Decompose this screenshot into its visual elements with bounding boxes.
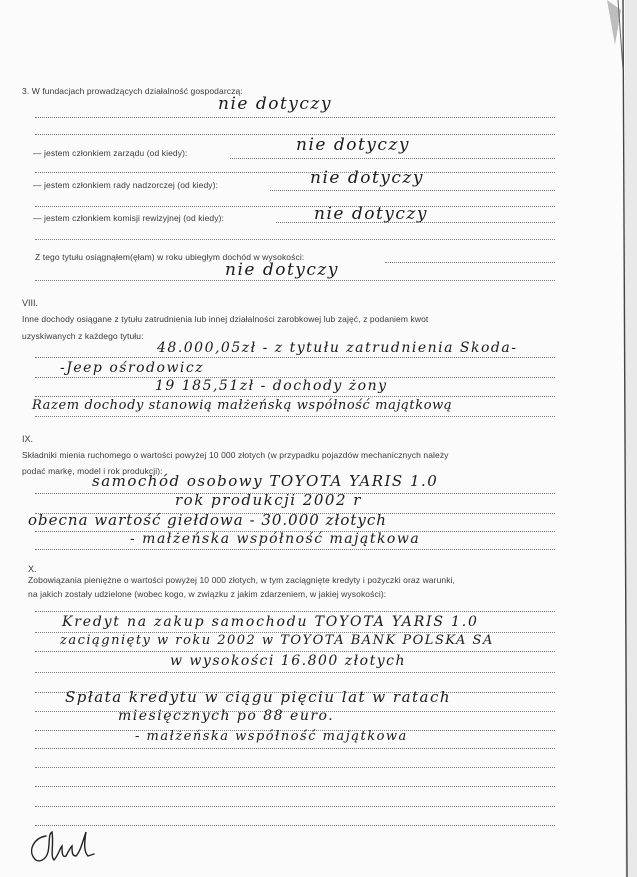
dotted-line — [35, 280, 555, 281]
section9-hw-line4: - małżeńska współność majątkowa — [130, 531, 421, 547]
section9-hw-line2: rok produkcji 2002 r — [175, 491, 362, 509]
row-komisja-label: — jestem członkiem komisji rewizyjnej (od kiedy): — [33, 213, 225, 223]
dotted-line — [35, 786, 555, 787]
dotted-line — [35, 806, 555, 807]
dotted-line — [35, 767, 555, 768]
section3-income-answer: nie dotyczy — [225, 260, 339, 280]
section3-answer: nie dotyczy — [218, 94, 332, 114]
dotted-line — [35, 134, 555, 135]
section9-number: IX. — [22, 434, 34, 444]
section9-hw-line1: samochód osobowy TOYOTA YARIS 1.0 — [92, 472, 439, 490]
section10-hw-line4: Spłata kredytu w ciągu pięciu lat w ratach — [65, 688, 452, 706]
section10-hw-line1: Kredyt na zakup samochodu TOYOTA YARIS 1.0 — [62, 614, 479, 630]
row-rada-answer: nie dotyczy — [310, 168, 424, 188]
section3-title: 3. W fundacjach prowadzących działalność gospodarczą: — [22, 86, 243, 96]
section10-hw-line2: zaciągnięty w roku 2002 w TOYOTA BANK POLSKA SA — [60, 633, 494, 648]
dotted-line — [35, 549, 555, 550]
row-zarzad-answer: nie dotyczy — [296, 135, 410, 155]
row-komisja-answer: nie dotyczy — [314, 204, 428, 224]
section10-text-line1: Zobowiązania pieniężne o wartości powyżej 10 000 złotych, w tym zaciągnięte kredyty i pożyczki oraz warunki, — [28, 575, 456, 585]
section8-text-line1: Inne dochody osiągane z tytułu zatrudnienia lub innej działalności zarobkowej lub zajęć, z podaniem kwot — [22, 314, 429, 324]
dotted-line — [35, 672, 555, 673]
section8-number: VIII. — [22, 298, 39, 308]
dotted-line — [270, 190, 555, 191]
dotted-line — [35, 206, 555, 207]
dotted-line — [35, 651, 555, 652]
row-rada-label: — jestem członkiem rady nadzorczej (od kiedy): — [33, 180, 219, 190]
section8-text-line2: uzyskiwanych z każdego tytułu: — [22, 331, 144, 341]
section10-text-line2: na jakich zostały udzielone (wobec kogo, w związku z jakim zdarzeniem, w jakiej wysokości): — [28, 589, 387, 599]
dotted-line — [385, 262, 555, 263]
section8-hw-line2: -Jeep ośrodowicz — [60, 360, 205, 376]
section10-hw-line6: - małżeńska współność majątkowa — [135, 729, 408, 744]
dotted-line — [35, 825, 555, 826]
dotted-line — [35, 396, 555, 397]
dotted-line — [35, 172, 555, 173]
row-zarzad-label: — jestem członkiem zarządu (od kiedy): — [33, 148, 188, 158]
section8-hw-line3: 19 185,51zł - dochody żony — [155, 378, 388, 394]
section9-text-line2: podać markę, model i rok produkcji): — [22, 466, 163, 476]
dotted-line — [35, 416, 555, 417]
dotted-line — [230, 158, 555, 159]
section3-income-label: Z tego tytułu osiągnąłem(ęłam) w roku ubiegłym dochód w wysokości: — [35, 252, 305, 262]
section10-hw-line3: w wysokości 16.800 złotych — [170, 653, 406, 669]
signature-icon — [24, 826, 104, 868]
dotted-line — [35, 239, 555, 240]
section9-hw-line3: obecna wartość giełdowa - 30.000 złotych — [28, 511, 387, 529]
section8-hw-line4: Razem dochody stanowią małżeńską współność majątkową — [32, 398, 453, 413]
dotted-line — [35, 748, 555, 749]
page-edge-shadow — [587, 0, 637, 877]
section9-text-line1: Składniki mienia ruchomego o wartości powyżej 10 000 złotych (w przypadku pojazdów mechanicznych należy — [22, 450, 449, 460]
section8-hw-line1: 48.000,05zł - z tytułu zatrudnienia Skoda- — [157, 340, 518, 356]
dotted-line — [35, 357, 555, 358]
dotted-line — [35, 611, 555, 612]
section10-hw-line5: miesięcznych po 88 euro. — [118, 708, 335, 724]
section10-number: X. — [28, 564, 37, 574]
dotted-line — [276, 222, 555, 223]
dotted-line — [35, 117, 555, 118]
